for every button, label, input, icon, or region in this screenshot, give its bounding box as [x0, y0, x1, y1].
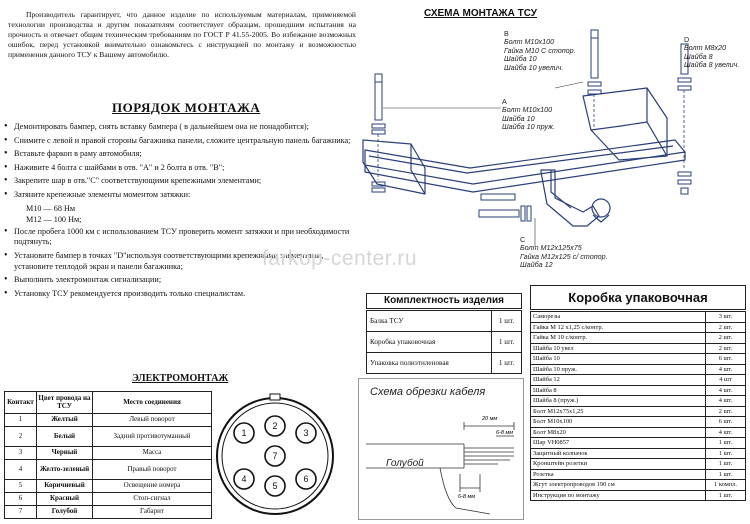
kit-item-qty: 1 шт.: [492, 332, 522, 353]
box-item-qty: 1 шт.: [706, 459, 746, 470]
table-row: [531, 459, 746, 470]
washer-b: [588, 82, 601, 86]
table-row: [531, 385, 746, 396]
step-item: • Вставьте фаркоп в раму автомобиля;: [4, 149, 360, 160]
box-item-name: Шайба 8: [531, 385, 706, 396]
table-row: [5, 414, 212, 427]
washer-d: [678, 86, 691, 90]
cable-color-label: Голубой: [386, 458, 424, 469]
step-item: • После пробега 1000 км с использованием ТСУ проверить момент затяжки и при необходимости подтянуть;: [4, 227, 360, 248]
box-item-name: Инструкция по монтажу: [531, 490, 706, 501]
table-row: [531, 312, 746, 323]
box-item-qty: 1 шт.: [706, 448, 746, 459]
label-d-line: Болт M8x20: [684, 43, 727, 53]
box-item-name: Жгут электропроводов 190 см: [531, 480, 706, 491]
box-item-qty: 4 шт.: [706, 427, 746, 438]
cable-cut-scheme-title: Схема обрезки кабеля: [370, 386, 486, 398]
mounting-scheme-title: СХЕМА МОНТАЖА ТСУ: [424, 8, 537, 19]
box-item-qty: 1 компл.: [706, 480, 746, 491]
label-a-line: Болт M10x100: [502, 105, 553, 115]
wire-color: Голубой: [37, 506, 93, 519]
box-item-qty: 2 шт.: [706, 343, 746, 354]
wiring-table: [4, 391, 212, 519]
torque-m12: M12 — 100 Нм;: [26, 215, 82, 225]
assembly-order-title: ПОРЯДОК МОНТАЖА: [112, 100, 261, 115]
bolt-c: [479, 210, 519, 217]
header-wire-color: Цвет провода на ТСУ: [37, 392, 93, 414]
box-item-qty: 1 шт.: [706, 469, 746, 480]
contact-number: 2: [5, 427, 37, 447]
contact-number: 7: [5, 506, 37, 519]
box-item-qty: 1 шт.: [706, 490, 746, 501]
kit-item-qty: 1 шт.: [492, 311, 522, 332]
packing-box-table: [530, 311, 746, 501]
washer-d: [678, 172, 691, 176]
box-item-qty: 2 шт.: [706, 333, 746, 344]
box-item-name: Шар VH0857: [531, 438, 706, 449]
table-row: [531, 427, 746, 438]
table-row: [531, 490, 746, 501]
pin-label: 5: [272, 481, 278, 491]
label-c-tag: C: [520, 235, 526, 244]
connection-place: Левый поворот: [93, 414, 212, 427]
kit-item-name: Упаковка полиэтиленовая: [367, 353, 492, 374]
connection-place: Задний противотуманный: [93, 427, 212, 447]
wire-color: Черный: [37, 447, 93, 460]
label-d-line: Шайба 8: [684, 51, 713, 61]
table-row: [531, 333, 746, 344]
label-group-a: [502, 98, 555, 132]
box-item-qty: 4 шт.: [706, 385, 746, 396]
label-a-line: Шайба 10: [502, 113, 535, 123]
table-row: [531, 322, 746, 333]
table-row: [531, 396, 746, 407]
dimension-label: 6-8 мм: [496, 430, 514, 436]
table-row: [5, 506, 212, 519]
right-bracket: [583, 88, 667, 160]
pin-label: 6: [303, 474, 309, 484]
box-item-name: Кронштейн розетки: [531, 459, 706, 470]
socket-connector-diagram: [212, 393, 338, 519]
box-item-name: Гайка M 12 х1,25 с/контр.: [531, 322, 706, 333]
label-a-tag: A: [502, 97, 507, 106]
table-row: [531, 406, 746, 417]
wire-color: Желто-зеленый: [37, 460, 93, 480]
label-d-line: Шайба 8 увелич.: [684, 60, 740, 70]
connection-place: Стоп-сигнал: [93, 493, 212, 506]
box-item-name: Шайба 10 увел: [531, 343, 706, 354]
pin-label: 2: [272, 421, 278, 431]
step-item: • Закрепите шар в отв."C" соответствующими крепежными элементами;: [4, 176, 360, 187]
box-item-name: Шайба 10 пруж.: [531, 364, 706, 375]
contact-number: 5: [5, 480, 37, 493]
box-item-qty: 3 шт.: [706, 312, 746, 323]
connection-place: Правый поворот: [93, 460, 212, 480]
pin-label: 4: [241, 474, 247, 484]
box-item-qty: 1 шт.: [706, 438, 746, 449]
table-row: [367, 353, 522, 374]
table-row: [531, 480, 746, 491]
box-item-name: Розетка: [531, 469, 706, 480]
kit-item-qty: 1 шт.: [492, 353, 522, 374]
box-item-name: Болт M10x100: [531, 417, 706, 428]
left-bracket-edge: [411, 144, 425, 194]
table-row: [531, 448, 746, 459]
assembly-steps-list: [4, 122, 360, 302]
label-d-tag: D: [684, 35, 690, 44]
cable-tail: [440, 468, 490, 514]
torque-m10: M10 — 68 Нм: [26, 203, 76, 213]
label-b-line: Болт M10x100: [504, 37, 555, 47]
box-item-qty: 6 шт.: [706, 354, 746, 365]
step-item: • Демонтировать бампер, снять вставку бампера ( в дальнейшем она не понадобится);: [4, 122, 360, 133]
table-row: [531, 354, 746, 365]
table-row: [531, 375, 746, 386]
table-row: [5, 493, 212, 506]
dimension-label: 20 мм: [482, 416, 498, 422]
watermark: farkop-center.ru: [262, 247, 418, 270]
table-row: [531, 438, 746, 449]
box-item-name: Шайба 12: [531, 375, 706, 386]
contact-number: 6: [5, 493, 37, 506]
box-item-name: Защитный колпачок: [531, 448, 706, 459]
right-bracket-mid: [591, 122, 647, 130]
box-item-qty: 2 шт.: [706, 406, 746, 417]
table-row: [531, 469, 746, 480]
box-item-name: Шайба 8 (пруж.): [531, 396, 706, 407]
label-c-line: Шайба 12: [520, 260, 553, 270]
washer-a: [372, 188, 385, 192]
table-row: [531, 343, 746, 354]
kit-contents-table: [366, 310, 522, 374]
right-bracket-edge: [647, 88, 667, 156]
kit-item-name: Коробка упаковочная: [367, 332, 492, 353]
nut-d: [681, 188, 688, 194]
label-a-line: Шайба 10 пруж.: [502, 122, 555, 132]
step-item: • Установку ТСУ рекомендуется производить только специалистам.: [4, 289, 360, 300]
wire-color: Желтый: [37, 414, 93, 427]
label-b-line: Шайба 10 увелич.: [504, 62, 564, 72]
step-item: • Выполнить электромонтаж сигнализации;: [4, 275, 360, 286]
table-row: [531, 364, 746, 375]
washer-d: [678, 180, 691, 184]
header-connection-place: Место соединения: [93, 392, 212, 414]
table-row: [5, 447, 212, 460]
connection-place: Освещение номера: [93, 480, 212, 493]
washer-a: [372, 124, 385, 128]
box-item-qty: 2 шт.: [706, 322, 746, 333]
box-item-name: Болт M8x20: [531, 427, 706, 438]
table-row: [5, 460, 212, 480]
kit-item-name: Балка ТСУ: [367, 311, 492, 332]
box-item-qty: 4 шт.: [706, 396, 746, 407]
pin-label: 1: [241, 428, 247, 438]
step-item: • Установите бампер в точках "D"используя соответствующими крепежными элементами, установите теплодой экран и панели багажника;: [4, 251, 360, 272]
intro-paragraph: Производитель гарантирует, что данное изделие по используемым материалам, применяемой технологии производства и другим показателям соответствует образцам, прошедшим испытания на прочность и отвечает общим техническим требованиям по ГОСТ Р 41.55-2005. Во избежание возможных ошибок, перед установкой внимательно ознакомьтесь с инструкцией по монтажу и возможностью применения данного ТСУ к Вашему автомобилю.: [8, 10, 356, 59]
packing-box-title: Коробка упаковочная: [530, 285, 746, 310]
step-item: • Снимите с левой и правой стороны багажника панели, сложите центральную панель багажника;: [4, 136, 360, 147]
contact-number: 3: [5, 447, 37, 460]
dimension-label: 6-8 мм: [458, 494, 476, 500]
box-item-name: Шайба 10: [531, 354, 706, 365]
washer-c: [521, 206, 525, 221]
wire-color: Белый: [37, 427, 93, 447]
washer-a: [372, 130, 385, 134]
table-row: [5, 480, 212, 493]
label-c-line: Гайка M12x125 с/ стопор.: [520, 251, 608, 261]
label-group-b: [504, 30, 576, 72]
table-row: [367, 332, 522, 353]
table-row: [5, 427, 212, 447]
washer-d: [678, 78, 691, 82]
table-header-row: [5, 392, 212, 414]
kit-contents-title: Комплектность изделия: [366, 293, 522, 309]
box-item-name: Гайка M 10 с/контр.: [531, 333, 706, 344]
contact-number: 1: [5, 414, 37, 427]
socket-key-notch: [270, 394, 280, 400]
pin-label: 3: [303, 428, 309, 438]
label-group-c: [520, 236, 608, 270]
step-item: • Затяните крепежные элементы моментом затяжки:: [4, 190, 360, 201]
bolt-c: [481, 194, 515, 200]
cable-cut-drawing: [360, 404, 522, 518]
header-contact: Контакт: [5, 392, 37, 414]
connection-place: Масса: [93, 447, 212, 460]
bolt-b: [591, 30, 598, 78]
table-row: [367, 311, 522, 332]
table-row: [531, 417, 746, 428]
ball-mount: [541, 170, 599, 226]
connection-place: Габарит: [93, 506, 212, 519]
label-b-line: Шайба 10: [504, 54, 537, 64]
box-item-name: Саморезы: [531, 312, 706, 323]
electrical-title: ЭЛЕКТРОМОНТАЖ: [132, 373, 229, 384]
bolt-a: [375, 74, 382, 120]
ball-mount-edge: [551, 170, 571, 208]
box-item-qty: 4 шт: [706, 375, 746, 386]
label-c-line: Болт M12x125x75: [520, 243, 582, 253]
contact-number: 4: [5, 460, 37, 480]
wire-color: Красный: [37, 493, 93, 506]
label-b-line: Гайка M10 С стопор.: [504, 45, 576, 55]
box-item-qty: 6 шт.: [706, 417, 746, 428]
wire-color: Коричневый: [37, 480, 93, 493]
label-group-d: [684, 36, 739, 70]
washer-c: [527, 206, 531, 221]
label-b-tag: B: [504, 29, 509, 38]
box-item-qty: 4 шт.: [706, 364, 746, 375]
step-item: • Наживите 4 болта с шайбами в отв. "A" и 2 болта в отв. "B";: [4, 163, 360, 174]
box-item-name: Болт M12x75x1,25: [531, 406, 706, 417]
pin-label: 7: [272, 451, 278, 461]
